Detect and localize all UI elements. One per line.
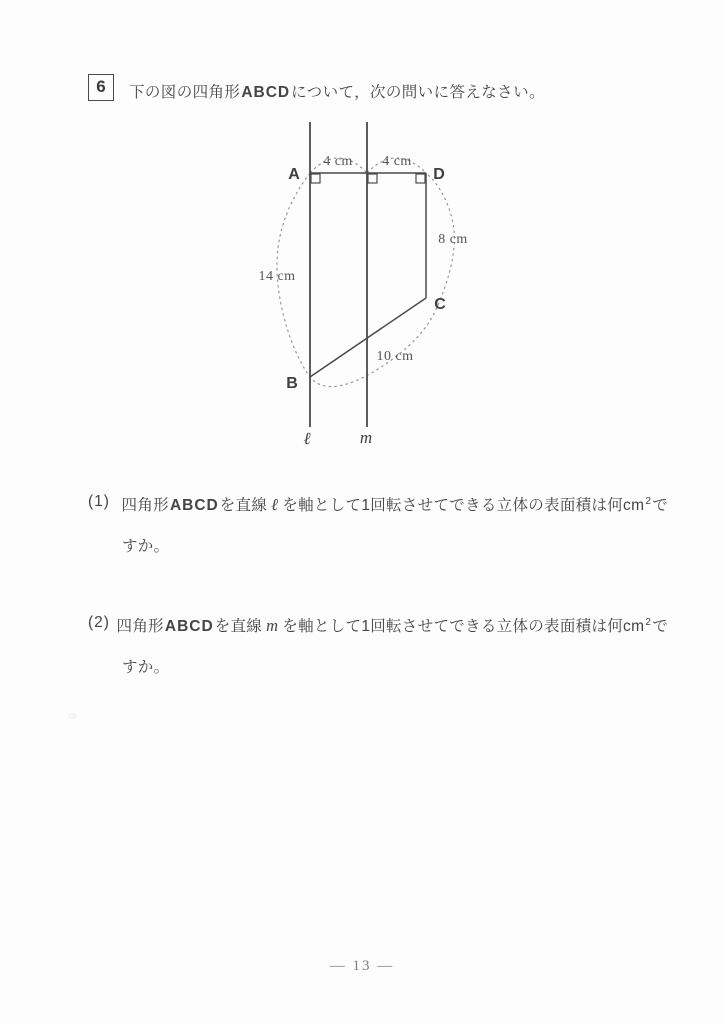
q2-axis: m [266,616,279,635]
right-angle-mark-m [368,174,377,183]
question-2-line2: すか。 [122,659,170,676]
statement-abcd: ABCD [241,84,291,101]
right-angle-mark-a [311,174,320,183]
question-1-text [122,493,668,515]
q1-abcd: ABCD [169,497,219,514]
quadrilateral-abcd [310,173,426,377]
axis-label-l: ℓ [303,429,311,448]
q2-abcd: ABCD [164,618,214,635]
q2-pre: 四角形 [116,618,164,635]
point-label-c: C [434,296,446,313]
dashed-ellipse [277,173,454,387]
question-2-number: (2) [88,614,110,631]
q2-superscript: 2 [645,616,652,628]
geometry-figure [240,108,490,458]
dashed-rotation-curves [277,158,454,387]
q1-mid: を直線 [219,497,268,514]
question-1-line1 [88,493,668,515]
q2-post: を軸として1回転させてできる立体の表面積は何cm [282,618,645,635]
problem-number-box [88,74,114,101]
problem-number: 6 [96,77,106,96]
question-1-number: (1) [88,493,110,510]
question-2-line1 [88,614,668,636]
right-angle-marks [311,174,425,183]
right-angle-mark-d [416,174,425,183]
statement-post: について，次の問いに答えなさい。 [291,84,545,101]
question-2-text [117,614,668,636]
dim-label-10cm: 10 cm [376,349,414,364]
point-label-b: B [286,375,298,392]
problem-statement [129,80,689,102]
dim-label-8cm: 8 cm [438,232,468,247]
axis-label-m: m [359,428,373,447]
q1-superscript: 2 [645,495,652,507]
q1-tail: で [652,497,668,514]
question-1-line2: すか。 [122,538,170,555]
q2-mid: を直線 [214,618,263,635]
q1-post: を軸として1回転させてできる立体の表面積は何cm [282,497,645,514]
q1-pre: 四角形 [121,497,169,514]
dim-label-4cm-right: 4 cm [382,154,412,169]
point-label-a: A [288,166,300,183]
question-2 [88,614,668,677]
statement-pre: 下の図の四角形 [129,84,241,101]
q2-tail: で [652,618,668,635]
side-bc [310,298,426,377]
dim-label-14cm: 14 cm [258,269,296,284]
q1-axis: ℓ [271,495,279,514]
scan-smudge-artifact [68,713,77,719]
dim-label-4cm-left: 4 cm [323,154,353,169]
point-label-d: D [433,166,445,183]
page-number: — 13 — [329,958,395,974]
question-1 [88,493,668,556]
